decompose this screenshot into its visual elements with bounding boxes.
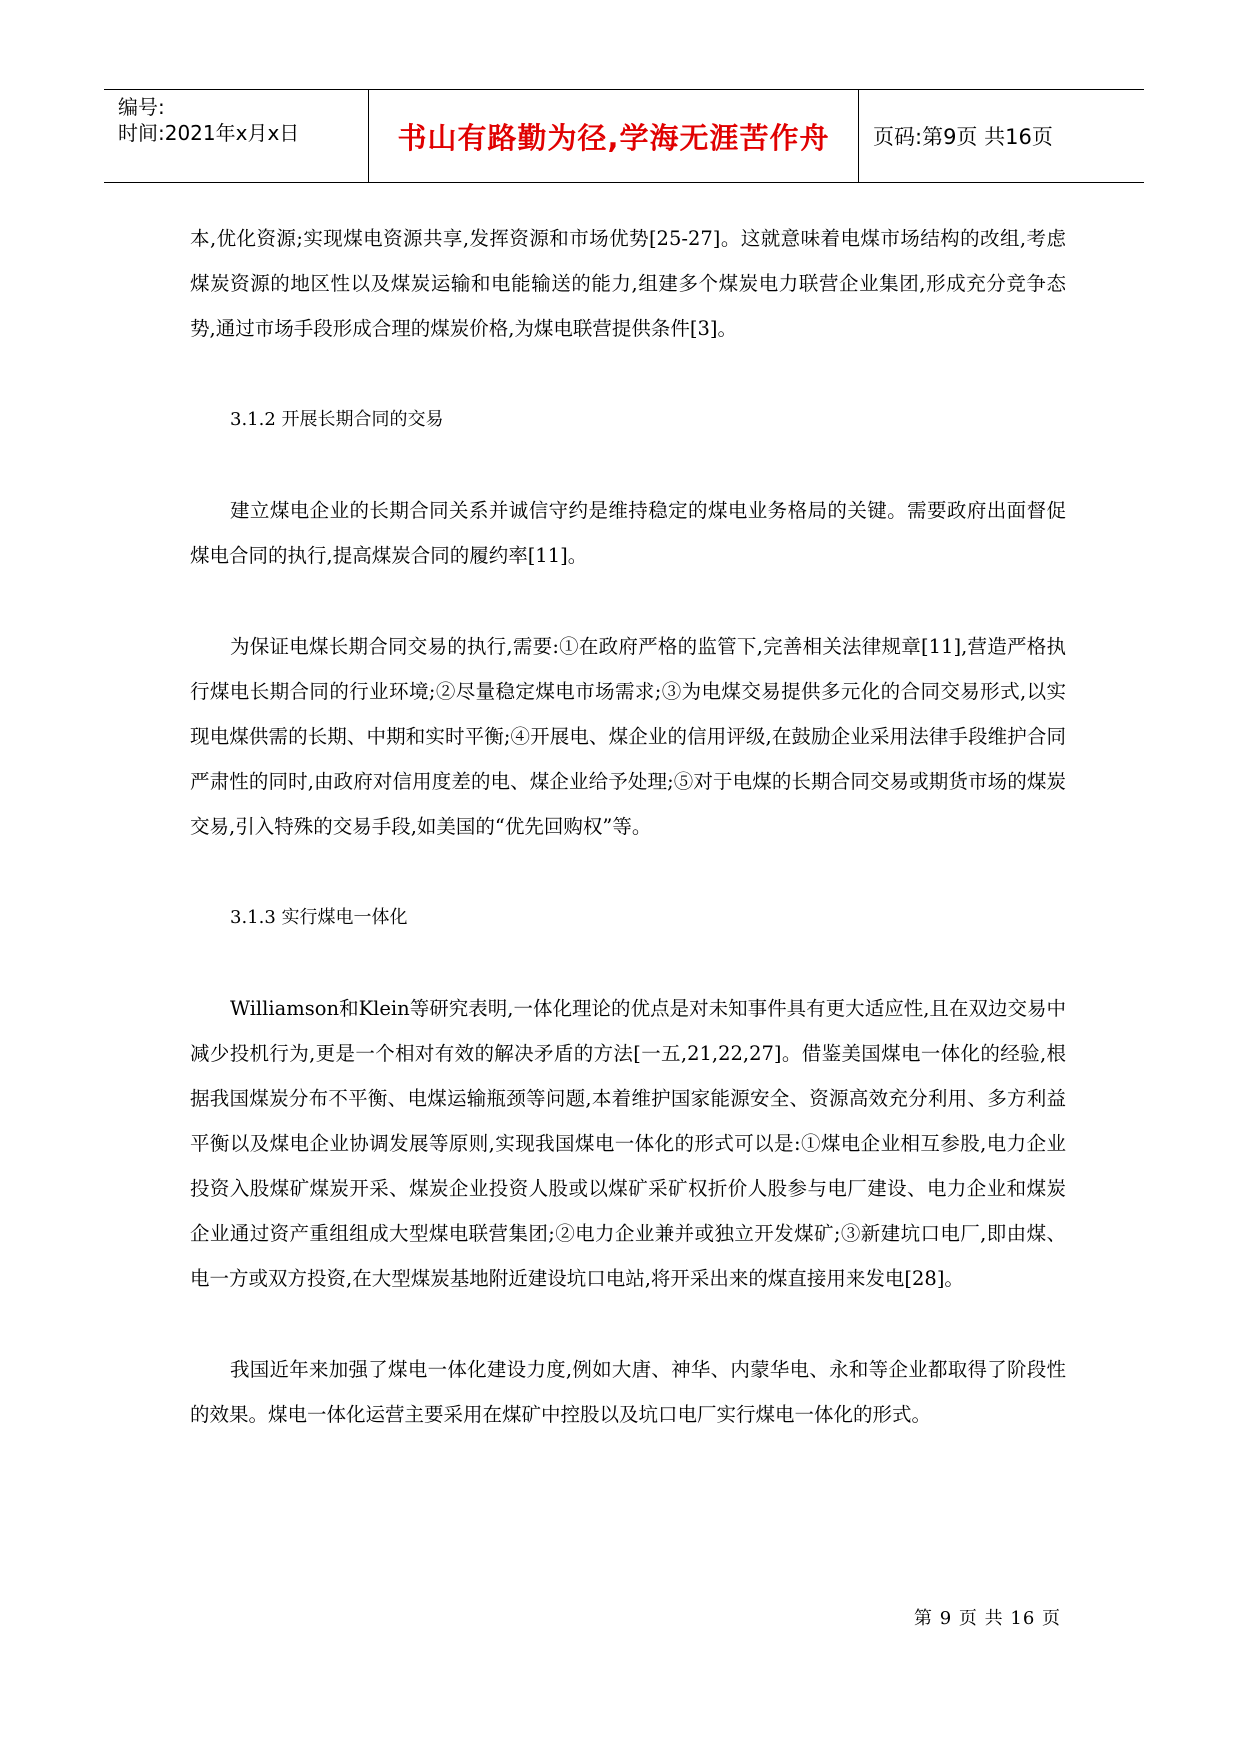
section-heading-3-1-2: 3.1.2 开展长期合同的交易 <box>230 409 444 430</box>
document-body <box>190 216 1066 1437</box>
header-motto: 书山有路勤为径,学海无涯苦作舟 <box>397 120 830 155</box>
header-meta <box>104 90 369 182</box>
header-motto-cell <box>369 90 859 182</box>
paragraph-resource-sharing: 本,优化资源;实现煤电资源共享,发挥资源和市场优势[25-27]。这就意味着电煤市场结构的改组,考虑煤炭资源的地区性以及煤炭运输和电能输送的能力,组建多个煤炭电力联营企业集团,形成充分竞争态势,通过市场手段形成合理的煤炭价格,为煤电联营提供条件[3]。 <box>190 227 1066 340</box>
page-footer-number: 第 9 页 共 16 页 <box>914 1608 1061 1629</box>
document-number-label: 编号: <box>118 95 165 119</box>
section-heading-3-1-3: 3.1.3 实行煤电一体化 <box>230 907 408 928</box>
document-time-label: 时间:2021年x月x日 <box>118 121 300 145</box>
paragraph-integration-progress: 我国近年来加强了煤电一体化建设力度,例如大唐、神华、内蒙华电、永和等企业都取得了阶段性的效果。煤电一体化运营主要采用在煤矿中控股以及坑口电厂实行煤电一体化的形式。 <box>190 1358 1066 1426</box>
paragraph-integration-theory: Williamson和Klein等研究表明,一体化理论的优点是对未知事件具有更大适应性,且在双边交易中减少投机行为,更是一个相对有效的解决矛盾的方法[一五,21,22,27]。借鉴美国煤电一体化的经验,根据我国煤炭分布不平衡、电煤运输瓶颈等问题,本着维护国家能源安全、资源高效充分利用、多方利益平衡以及煤电企业协调发展等原则,实现我国煤电一体化的形式可以是:①煤电企业相互参股,电力企业投资入股煤矿煤炭开采、煤炭企业投资人股或以煤矿采矿权折价人股参与电厂建设、电力企业和煤炭企业通过资产重组组成大型煤电联营集团;②电力企业兼并或独立开发煤矿;③新建坑口电厂,即由煤、电一方或双方投资,在大型煤炭基地附近建设坑口电站,将开采出来的煤直接用来发电[28]。 <box>190 997 1066 1290</box>
paragraph-long-term-contracts: 建立煤电企业的长期合同关系并诚信守约是维持稳定的煤电业务格局的关键。需要政府出面督促煤电合同的执行,提高煤炭合同的履约率[11]。 <box>190 499 1066 567</box>
paragraph-contract-measures: 为保证电煤长期合同交易的执行,需要:①在政府严格的监管下,完善相关法律规章[11],营造严格执行煤电长期合同的行业环境;②尽量稳定煤电市场需求;③为电煤交易提供多元化的合同交易形式,以实现电煤供需的长期、中期和实时平衡;④开展电、煤企业的信用评级,在鼓励企业采用法律手段维护合同严肃性的同时,由政府对信用度差的电、煤企业给予处理;⑤对于电煤的长期合同交易或期货市场的煤炭交易,引入特殊的交易手段,如美国的“优先回购权”等。 <box>190 635 1066 838</box>
page-header <box>104 89 1144 183</box>
header-page-info: 页码:第9页 共16页 <box>873 125 1053 149</box>
